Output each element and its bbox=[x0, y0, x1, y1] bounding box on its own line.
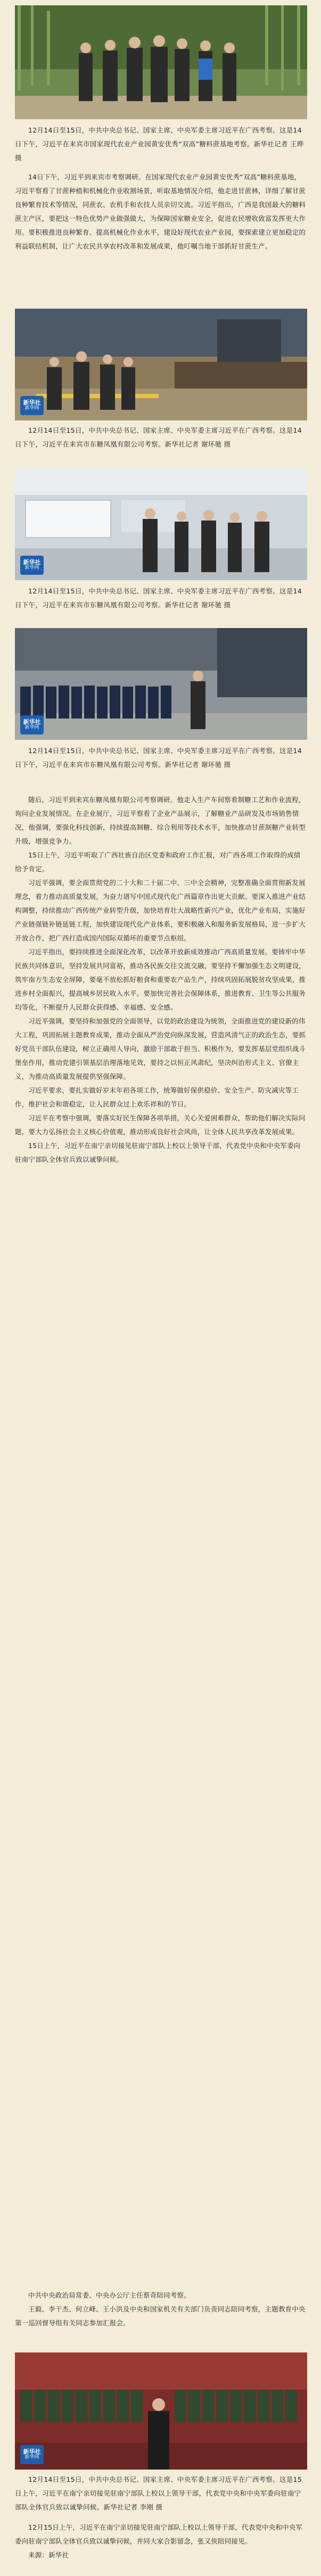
body-paragraph: 中共中央政治局常委、中央办公厅主任蔡奇陪同考察。 bbox=[28, 2291, 191, 2299]
xinhua-badge bbox=[20, 715, 44, 734]
photo-exhibition-hall bbox=[15, 468, 307, 580]
body-paragraph: 15日上午，习近平听取了广西壮族自治区党委和政府工作汇报，对广西各项工作取得的成绩给予肯定。 bbox=[15, 851, 301, 873]
xinhua-badge bbox=[20, 556, 44, 575]
body-paragraph: 王毅、李干杰、何立峰、王小洪及中央和国家机关有关部门负责同志陪同考察，主题教育中央第一巡回督导组有关同志参加汇报会。 bbox=[15, 2305, 306, 2327]
body-paragraph: 12月15日上午，习近平在南宁亲切接见驻南宁部队上校以上领导干部，代表党中央和中央军委向驻南宁部队全体官兵致以诚挚问候，并同大家合影留念，张又侠陪同接见。 bbox=[15, 2523, 303, 2545]
body-section-3 bbox=[15, 2289, 307, 2330]
caption-2: 12月14日至15日，中共中央总书记、国家主席、中央军委主席习近平在广西考察。这是14日下午，习近平在来宾市东糖凤凰有限公司考察。新华社记者 谢环驰 摄 bbox=[15, 426, 302, 448]
body-section-1 bbox=[15, 170, 307, 253]
badge-label: 新华网 bbox=[24, 2455, 39, 2461]
xinhua-badge bbox=[20, 2445, 44, 2464]
caption-5: 12月14日至15日，中共中央总书记、国家主席、中央军委主席习近平在广西考察。这是15日上午，习近平在南宁亲切接见驻南宁部队上校以上领导干部，代表党中央和中央军委向驻南宁部队全体官兵致以诚挚问候。新华社记者 李刚 摄 bbox=[15, 2475, 302, 2511]
caption-3: 12月14日至15日，中共中央总书记、国家主席、中央军委主席习近平在广西考察。这是14日下午，习近平在来宾市东糖凤凰有限公司考察。新华社记者 谢环驰 摄 bbox=[15, 587, 302, 609]
photo-sugar-factory bbox=[15, 309, 307, 420]
badge-brand: 新华社 bbox=[23, 559, 41, 566]
body-paragraph: 随后，习近平到来宾东糖凤凰有限公司考察调研。他走入生产车间察看制糖工艺和作业流程，询问企业发展情况。在企业展厅，习近平察看了企业产品展示，了解糖业产品研发及市场销售情况，他强调，要强化科技创新，持续提高制糖、综合利用等技术水平，加快推动甘蔗制糖产业转型升级，增强竞争力。 bbox=[15, 796, 306, 845]
body-paragraph: 14日下午，习近平到来宾市考察调研。在国家现代农业产业园黄安优秀“双高”糖料蔗基地，习近平察看了甘蔗种植和机械化作业收割场景，听取基地情况介绍，他走进甘蔗林，详细了解甘蔗良种繁育技术等情况，同蔗农、农机手和农技人员亲切交流。习近平指出，广西是我国最大的糖料蔗主产区，要把这一特色优势产业做强做大，为保障国家糖业安全，促进农民增收致富发挥更大作用。要积极推进良种繁育、提高机械化作业水平，建设好现代农业产业园，要探索建立更加稳定的利益联结机制，让广大农民共享农村改革和发展成果，他叮嘱当地干部抓好甘蔗生产。 bbox=[15, 173, 306, 250]
photo-factory-workers bbox=[15, 628, 307, 740]
badge-label: 新华网 bbox=[24, 406, 39, 411]
photo-sugarcane-field bbox=[15, 5, 307, 119]
badge-brand: 新华社 bbox=[23, 2448, 41, 2455]
body-paragraph: 习近平强调，要全面贯彻党的二十大和二十届二中、三中全会精神，完整准确全面贯彻新发展理念，着力推动高质量发展，为奋力谱写中国式现代化广西篇章作出更大贡献。要深入推进产业结构调整，持续推动广西传统产业转型升级，加快培育壮大战略性新兴产业，优化产业布局，实施好产业链强链补链延链工程，加快建设现代化产业体系，要积极融入和服务新发展格局，进一步扩大开放合作，把广西打造成国内国际双循环的重要节点枢纽。 bbox=[15, 879, 306, 942]
badge-label: 新华网 bbox=[24, 565, 39, 571]
body-paragraph: 习近平要求，要扎实做好岁末年初各项工作，统筹做好保供稳价、安全生产、防灾减灾等工作，维护社会和谐稳定，让人民群众过上欢乐祥和的节日。 bbox=[15, 1086, 299, 1108]
photo-military-reception bbox=[15, 2352, 307, 2470]
body-section-4 bbox=[15, 2521, 307, 2562]
body-section-2 bbox=[15, 793, 307, 1167]
body-paragraph: 习近平在考察中强调，要落实好民生保障各项举措，关心关爱困难群众，帮助他们解决实际问题，要大力弘扬社会主义核心价值观，推动形成良好社会风尚，让全体人民共享改革发展成果。 bbox=[15, 1114, 306, 1136]
source-line: 来源：新华社 bbox=[28, 2551, 69, 2559]
caption-1: 12月14日至15日，中共中央总书记、国家主席、中央军委主席习近平在广西考察。这是14日下午，习近平在来宾市国家现代农业产业园黄安优秀“双高”糖料蔗基地考察。新华社记者 王晔 摄 bbox=[15, 126, 304, 162]
badge-label: 新华网 bbox=[24, 725, 39, 731]
badge-brand: 新华社 bbox=[23, 399, 41, 406]
body-paragraph: 习近平强调，要坚持和加强党的全面领导，以党的政治建设为统领，全面推进党的建设新的伟大工程，巩固拓展主题教育成果，推动全面从严治党向纵深发展，营造风清气正的政治生态，要抓好党员干部队伍建设，树立正确用人导向，激励干部敢于担当、积极作为，要发挥基层党组织战斗堡垒作用，推动党建引领基层治理落地见效，要持之以恒正风肃纪，坚决纠治形式主义、官僚主义，为推动高质量发展提供坚强保障。 bbox=[15, 1017, 306, 1080]
badge-brand: 新华社 bbox=[23, 719, 41, 725]
body-paragraph: 15日上午，习近平在南宁亲切接见驻南宁部队上校以上领导干部，代表党中央和中央军委向驻南宁部队全体官兵致以诚挚问候。 bbox=[15, 1142, 301, 1163]
caption-4: 12月14日至15日，中共中央总书记、国家主席、中央军委主席习近平在广西考察。这是14日下午，习近平在来宾市东糖凤凰有限公司考察。新华社记者 谢环驰 摄 bbox=[15, 747, 302, 769]
body-paragraph: 习近平指出，要持续推进全面深化改革，以改革开放新成效推动广西高质量发展。要铸牢中华民族共同体意识，坚持发展共同富裕，推动各民族交往交流交融，要坚持不懈加强生态文明建设，筑牢南方生态安全屏障，要毫不放松抓好粮食和重要农产品生产，持续巩固拓展脱贫攻坚成果，推进乡村全面振兴，提高城乡居民收入水平。要加快完善社会保障体系，推进教育、卫生等公共服务均等化，不断提升人民群众获得感、幸福感、安全感。 bbox=[15, 948, 306, 1011]
xinhua-badge bbox=[20, 396, 44, 415]
